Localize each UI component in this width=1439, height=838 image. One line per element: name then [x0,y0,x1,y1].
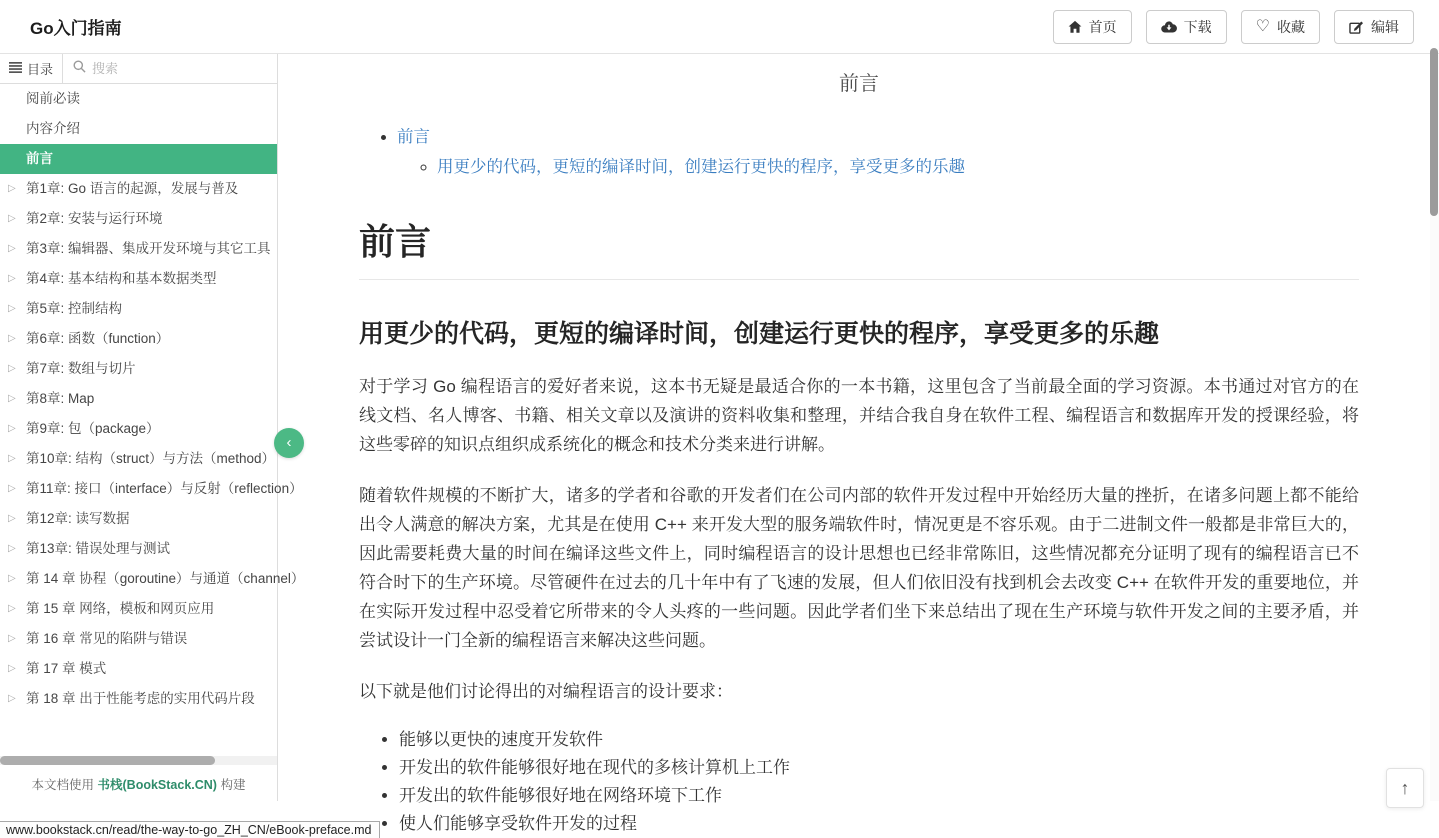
toc-item-label: 第7章: 数组与切片 [26,361,136,376]
chevron-right-icon: ▷ [8,573,16,584]
toc-item[interactable] [0,324,277,354]
list-item: • 能够以更快的速度开发软件 [399,726,1359,754]
sidebar-header [0,54,277,84]
doc-heading-1: 前言 [359,214,1359,280]
chevron-right-icon: ▷ [8,483,16,494]
toc-item-label: 第 14 章 协程（goroutine）与通道（channel） [26,571,305,586]
toc-item-label: 第3章: 编辑器、集成开发环境与其它工具 [26,241,271,256]
toc-item-label: 第 16 章 常见的陷阱与错误 [26,631,188,646]
toc-item-label: 第13章: 错误处理与测试 [26,541,171,556]
list-intro: 以下就是他们讨论得出的对编程语言的设计要求： [359,682,733,701]
toc-item-label: 第9章: 包（package） [26,421,160,436]
toc-item[interactable] [0,564,305,594]
search-input[interactable] [92,61,242,76]
book-title: Go入门指南 [30,19,122,38]
toc-item-label: 前言 [26,151,53,166]
toc-item-label: 第 18 章 出于性能考虑的实用代码片段 [26,691,255,706]
edit-button[interactable] [1334,10,1414,44]
toc-item-label: 第11章: 接口（interface）与反射（reflection） [26,481,303,496]
paragraph-1: 对于学习 Go 编程语言的爱好者来说，这本书无疑是最适合你的一本书籍，这里包含了当前最全面的学习资源。本书通过对官方的在线文档、名人博客、书籍、相关文章以及演讲的资料收集和整理，并结合我自身在软件工程、编程语言和数据库开发的授课经验，将这些零碎的知识点组织成系统化的概念和技术分类来进行讲解。 [359,377,1359,454]
chevron-right-icon: ▷ [8,243,16,254]
toc-link-item [397,122,1359,182]
download-button[interactable] [1146,10,1227,44]
toc-item-label: 第 17 章 模式 [26,661,107,676]
doc-heading-2: 用更少的代码，更短的编译时间，创建运行更快的程序，享受更多的乐趣 [359,320,1160,348]
toc-item-label: 第10章: 结构（struct）与方法（method） [26,451,276,466]
toc-item-label: 第 15 章 网络，模板和网页应用 [26,601,215,616]
hamburger-icon [9,61,22,76]
toc-item-label: 第4章: 基本结构和基本数据类型 [26,271,217,286]
toc-item[interactable] [0,624,277,654]
toc-item[interactable] [0,174,277,204]
chevron-right-icon: ▷ [8,393,16,404]
search-box [63,54,277,83]
sidebar-horizontal-scrollbar[interactable] [0,756,277,765]
toc-item-label: 内容介绍 [26,121,80,136]
main-content [279,54,1439,833]
toc-item[interactable] [0,504,277,534]
toc-item[interactable] [0,594,277,624]
toc-item[interactable] [0,84,277,114]
page-vertical-scrollbar[interactable] [1430,55,1439,801]
favorite-button-label: 收藏 [1277,18,1305,35]
toc-nav [0,84,305,755]
chevron-right-icon: ▷ [8,603,16,614]
sidebar [0,54,305,801]
toc-item-label: 第5章: 控制结构 [26,301,123,316]
chevron-right-icon: ▷ [8,183,16,194]
toc-link-subtitle[interactable]: 用更少的代码，更短的编译时间，创建运行更快的程序，享受更多的乐趣 [437,158,965,176]
home-icon [1068,20,1082,34]
header-actions [1053,10,1414,44]
toc-item[interactable] [0,354,277,384]
chevron-right-icon: ▷ [8,213,16,224]
list-item: • 使人们能够享受软件开发的过程 [399,810,1359,838]
paragraph-2: 随着软件规模的不断扩大，诸多的学者和谷歌的开发者们在公司内部的软件开发过程中开始经历大量的挫折，在诸多问题上都不能给出令人满意的解决方案，尤其是在使用 C++ 来开发大型的服务端软件时，情况更是不容乐观。由于二进制文件一般都是非常巨大的，因此需要耗费大量的时间在编译这些文件上，同时编程语言的设计思想也已经非常陈旧，这些情况都充分证明了现有的编程语言已不符合时下的生产环境。尽管硬件在过去的几十年中有了飞速的发展，但人们依旧没有找到机会去改变 C++ 在软件开发的重要地位，并在实际开发过程中忍受着它所带来的令人头疼的一些问题。因此学者们坐下来总结出了现在生产环境与软件开发之间的主要矛盾，并尝试设计一门全新的编程语言来解决这些问题。 [359,486,1359,650]
toc-item[interactable] [0,414,277,444]
footer-prefix: 本文档使用 [31,778,98,792]
toc-sublink-item [437,152,1359,182]
chevron-right-icon: ▷ [8,663,16,674]
back-to-top-button[interactable] [1386,768,1424,808]
browser-status-bar [0,821,380,838]
page-toc [397,122,1359,182]
toc-tab-label: 目录 [26,62,53,77]
chevron-right-icon: ▷ [8,633,16,644]
toc-item[interactable] [0,234,277,264]
list-item: • 开发出的软件能够很好地在网络环境下工作 [399,782,1359,810]
status-url: www.bookstack.cn/read/the-way-to-go_ZH_CN/eBook-preface.md [6,823,372,837]
toc-item[interactable] [0,684,277,714]
toc-item-label: 第1章: Go 语言的起源，发展与普及 [26,181,239,196]
chevron-right-icon: ▷ [8,453,16,464]
search-icon [73,60,86,78]
toc-item[interactable] [0,444,277,474]
design-requirements-list [399,726,1359,838]
scrollbar-thumb[interactable] [0,756,215,765]
chevron-right-icon: ▷ [8,513,16,524]
toc-item[interactable] [0,144,277,174]
toc-item[interactable] [0,114,277,144]
toc-item[interactable] [0,474,303,504]
chevron-right-icon: ▷ [8,273,16,284]
chevron-right-icon: ▷ [8,363,16,374]
sidebar-footer [0,767,277,801]
chevron-left-icon: ‹ [286,434,292,451]
edit-icon [1349,20,1364,34]
toc-item-label: 第12章: 读写数据 [26,511,130,526]
home-button-label: 首页 [1088,18,1117,35]
heart-icon: ♡ [1255,17,1270,35]
list-item: • 开发出的软件能够很好地在现代的多核计算机上工作 [399,754,1359,782]
footer-suffix: 构建 [216,778,246,792]
chevron-right-icon: ▷ [8,303,16,314]
toc-item[interactable] [0,204,277,234]
toc-item[interactable] [0,654,277,684]
favorite-button[interactable] [1241,10,1320,44]
toc-tab[interactable] [0,54,63,83]
toc-link-preface[interactable]: 前言 [397,128,430,146]
toc-item[interactable] [0,264,277,294]
chevron-right-icon: ▷ [8,423,16,434]
top-header [0,0,1439,54]
toc-item-label: 阅前必读 [26,91,80,106]
chevron-right-icon: ▷ [8,333,16,344]
cloud-download-icon [1161,20,1177,34]
scrollbar-thumb[interactable] [1430,48,1438,216]
toc-item[interactable] [0,384,277,414]
edit-button-label: 编辑 [1371,18,1399,35]
download-button-label: 下载 [1183,18,1212,35]
toc-item[interactable] [0,534,277,564]
home-button[interactable] [1053,10,1132,44]
chevron-right-icon: ▷ [8,693,16,704]
bookstack-link[interactable]: 书栈(BookStack.CN) [97,778,217,792]
arrow-up-icon: ↑ [1400,777,1410,798]
toc-item-label: 第8章: Map [26,391,95,406]
toc-item-label: 第6章: 函数（function） [26,331,170,346]
toc-item-label: 第2章: 安装与运行环境 [26,211,163,226]
page-title: 前言 [839,73,879,95]
toc-item[interactable] [0,294,277,324]
chevron-right-icon: ▷ [8,543,16,554]
